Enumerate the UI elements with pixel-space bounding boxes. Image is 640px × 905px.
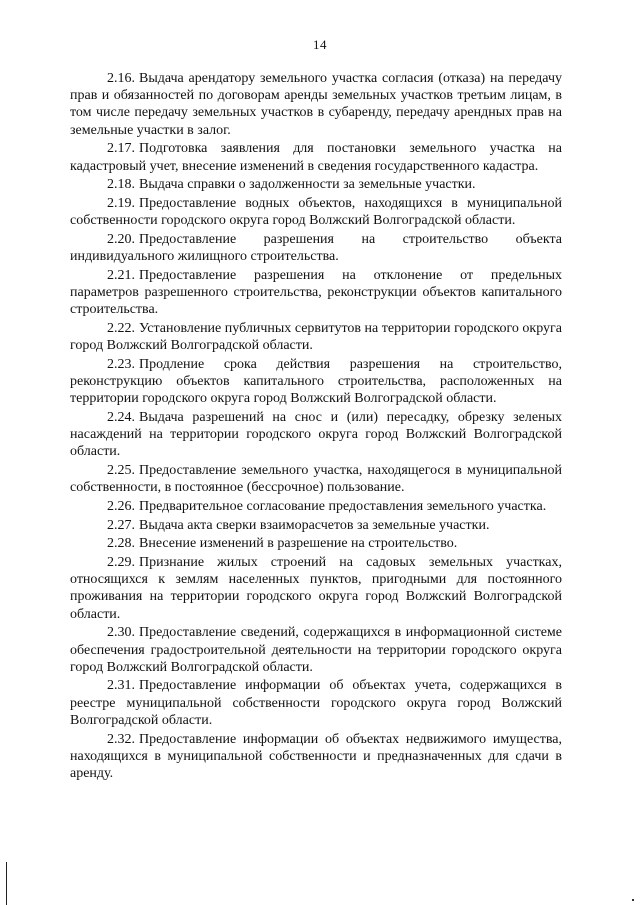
item-text: Предоставление информации об объектах недвижимого имущества, находящихся в муниципальной собственности и предназначенных для сдачи в аренду. xyxy=(70,731,562,781)
item-text: Внесение изменений в разрешение на строительство. xyxy=(139,536,458,552)
document-body xyxy=(70,70,562,784)
list-item xyxy=(70,176,562,193)
item-number: 2.21. xyxy=(107,267,135,283)
list-item xyxy=(70,535,562,552)
item-number: 2.16. xyxy=(107,71,135,86)
list-item xyxy=(70,624,562,676)
list-item xyxy=(70,498,562,515)
item-number: 2.18. xyxy=(107,177,135,193)
list-item xyxy=(70,140,562,174)
list-item xyxy=(70,677,562,729)
item-text: Предоставление сведений, содержащихся в информационной системе обеспечения градостроительной деятельности на территории городского округа город Волжский Волгоградской области. xyxy=(70,625,562,675)
list-item xyxy=(70,409,562,461)
scan-speck xyxy=(632,899,634,901)
item-number: 2.26. xyxy=(107,498,135,514)
item-number: 2.25. xyxy=(107,462,135,478)
item-text: Выдача арендатору земельного участка согласия (отказа) на передачу прав и обязанностей по договорам аренды земельных участков третьим лицам, в том числе передачу земельных участков в субаренду, передачу арендных прав на земельные участки в залог. xyxy=(70,71,562,138)
list-item xyxy=(70,70,562,139)
item-text: Предоставление земельного участка, находящегося в муниципальной собственности, в постоянное (бессрочное) пользование. xyxy=(70,462,562,496)
list-item xyxy=(70,320,562,354)
item-number: 2.23. xyxy=(107,356,135,372)
item-text: Предоставление разрешения на отклонение от предельных параметров разрешенного строительства, реконструкции объектов капитального строительства. xyxy=(70,267,562,318)
item-text: Предоставление разрешения на строительство объекта индивидуального жилищного строительства. xyxy=(70,231,562,265)
item-number: 2.32. xyxy=(107,731,135,747)
item-number: 2.30. xyxy=(107,625,135,641)
item-text: Выдача акта сверки взаиморасчетов за земельные участки. xyxy=(139,517,490,533)
item-number: 2.22. xyxy=(107,320,135,336)
list-item xyxy=(70,731,562,783)
list-item xyxy=(70,195,562,229)
item-number: 2.31. xyxy=(107,678,135,694)
item-text: Подготовка заявления для постановки земельного участка на кадастровый учет, внесение изменений в сведения государственного кадастра. xyxy=(70,141,562,174)
item-number: 2.20. xyxy=(107,231,135,247)
item-text: Предоставление информации об объектах учета, содержащихся в реестре муниципальной собственности городского округа город Волжский Волгоградской области. xyxy=(70,678,562,728)
list-item xyxy=(70,356,562,408)
item-number: 2.17. xyxy=(107,141,135,157)
list-item xyxy=(70,267,562,319)
item-text: Признание жилых строений на садовых земельных участках, относящихся к землям населенных пунктов, пригодными для постоянного проживания на территории городского округа город Волжский Волгоградской области. xyxy=(70,554,562,622)
item-text: Выдача разрешений на снос и (или) пересадку, обрезку зеленых насаждений на территории городского округа город Волжский Волгоградской области. xyxy=(70,409,562,460)
item-text: Выдача справки о задолженности за земельные участки. xyxy=(139,177,476,193)
item-number: 2.27. xyxy=(107,517,135,533)
page-number: 14 xyxy=(313,37,327,52)
list-item xyxy=(70,554,562,623)
item-text: Предоставление водных объектов, находящихся в муниципальной собственности городского округа город Волжский Волгоградской области. xyxy=(70,195,562,229)
item-text: Предварительное согласование предоставления земельного участка. xyxy=(139,498,547,514)
item-text: Продление срока действия разрешения на строительство, реконструкцию объектов капитального строительства, расположенных на территории городского округа город Волжский Волгоградской области. xyxy=(70,356,562,407)
list-item xyxy=(70,517,562,534)
scan-margin-line xyxy=(6,862,7,905)
item-number: 2.24. xyxy=(107,409,135,425)
item-number: 2.28. xyxy=(107,536,135,552)
list-item xyxy=(70,231,562,265)
item-text: Установление публичных сервитутов на территории городского округа город Волжский Волгоградской области. xyxy=(70,320,562,354)
item-number: 2.29. xyxy=(107,554,135,570)
item-number: 2.19. xyxy=(107,195,135,211)
list-item xyxy=(70,462,562,496)
